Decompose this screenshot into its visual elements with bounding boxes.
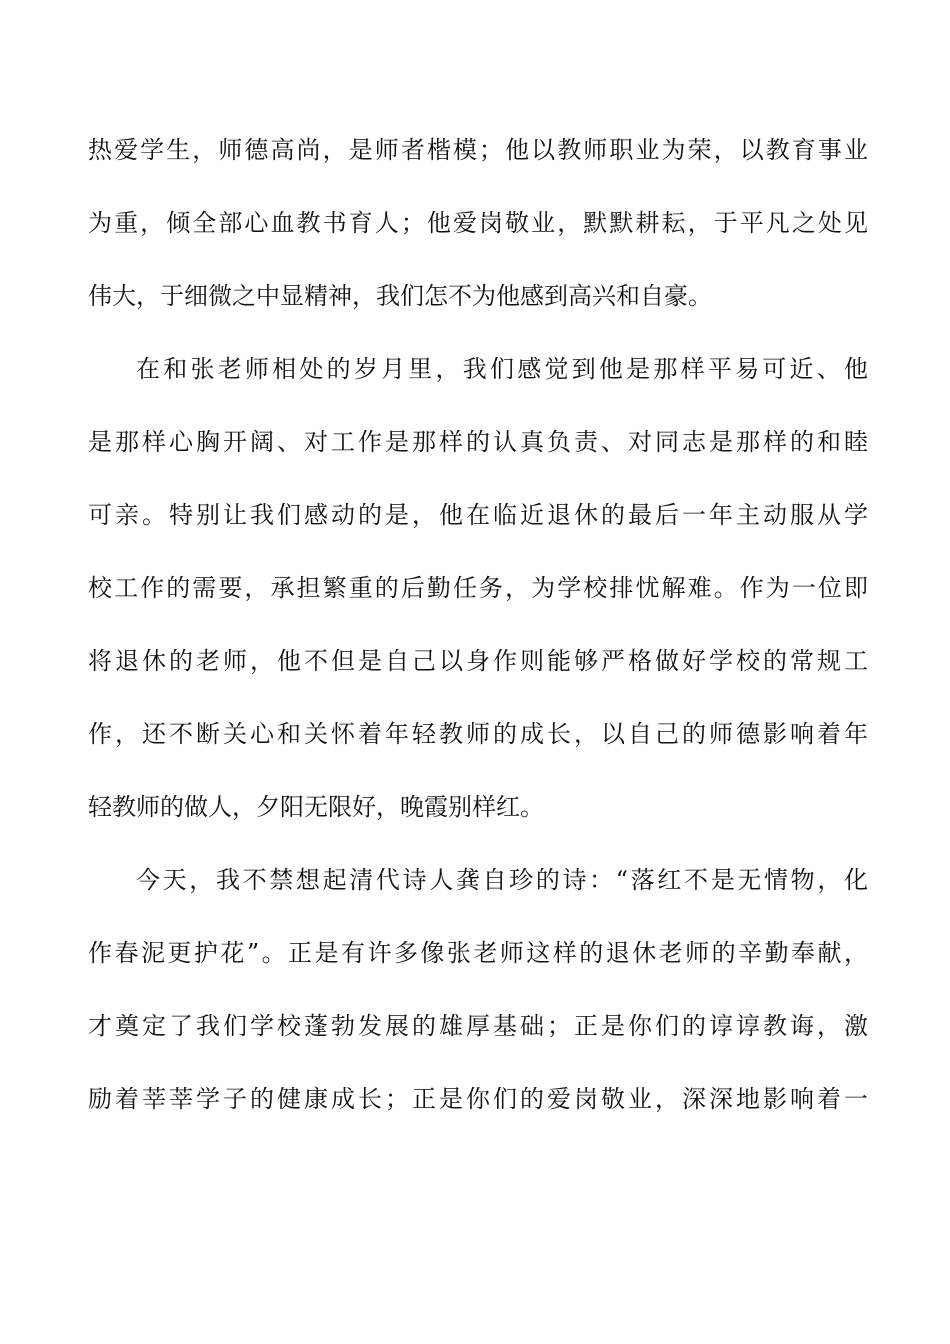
text-line: 作，还不断关心和关怀着年轻教师的成长，以自己的师德影响着年 — [88, 720, 868, 748]
text-line: 今天，我不禁想起清代诗人龚自珍的诗：“落红不是无情物，化 — [136, 866, 868, 894]
text-line: 为重，倾全部心血教书育人；他爱岗敬业，默默耕耘，于平凡之处见 — [88, 209, 868, 237]
text-line: 作春泥更护花”。正是有许多像张老师这样的退休老师的辛勤奉献， — [88, 939, 868, 967]
text-line: 轻教师的做人，夕阳无限好，晚霞别样红。 — [88, 793, 544, 821]
text-line: 将退休的老师，他不但是自己以身作则能够严格做好学校的常规工 — [88, 647, 868, 675]
text-line: 校工作的需要，承担繁重的后勤任务，为学校排忧解难。作为一位即 — [88, 574, 868, 602]
text-line: 是那样心胸开阔、对工作是那样的认真负责、对同志是那样的和睦 — [88, 428, 868, 456]
text-line: 才奠定了我们学校蓬勃发展的雄厚基础；正是你们的谆谆教诲，激 — [88, 1012, 868, 1040]
text-line: 励着莘莘学子的健康成长；正是你们的爱岗敬业，深深地影响着一 — [88, 1085, 868, 1113]
text-line: 在和张老师相处的岁月里，我们感觉到他是那样平易可近、他 — [136, 355, 868, 383]
text-line: 伟大，于细微之中显精神，我们怎不为他感到高兴和自豪。 — [88, 282, 712, 310]
text-line: 可亲。特别让我们感动的是，他在临近退休的最后一年主动服从学 — [88, 501, 868, 529]
text-line: 热爱学生，师德高尚，是师者楷模；他以教师职业为荣，以教育事业 — [88, 136, 868, 164]
